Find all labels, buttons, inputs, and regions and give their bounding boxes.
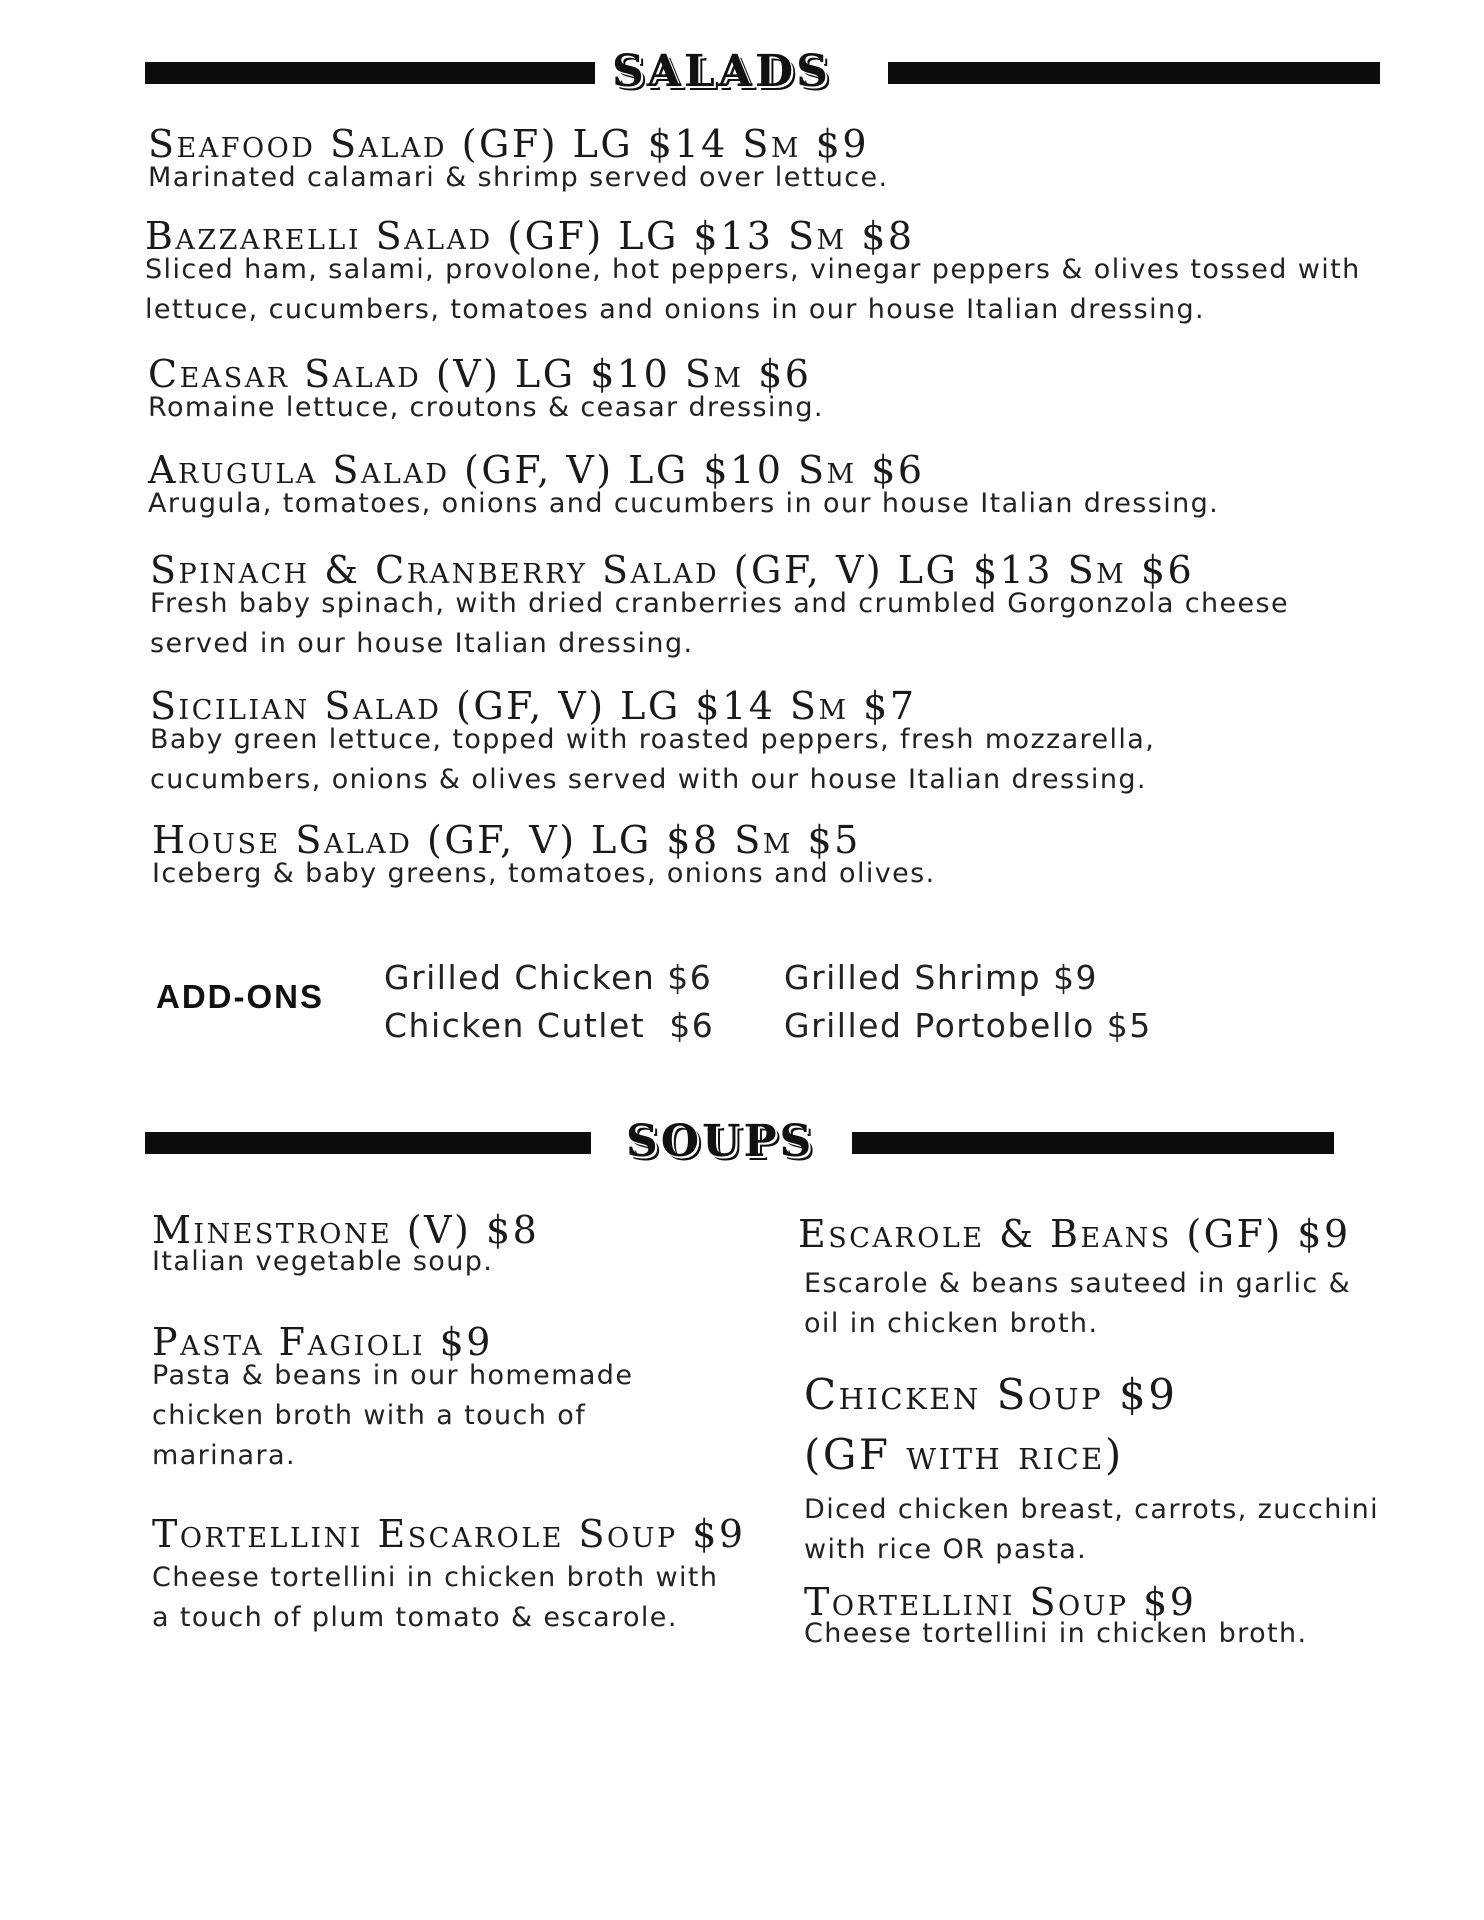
soup-description: Cheese tortellini in chicken broth.	[804, 1618, 1308, 1649]
salad-item-sicilian	[150, 684, 1155, 800]
salad-item-bazzarelli	[145, 214, 1361, 330]
soup-description: Pasta & beans in our homemade chicken broth with a touch of marinara.	[152, 1360, 634, 1471]
soup-name: Chicken Soup $9	[804, 1370, 1178, 1419]
salad-name: Seafood Salad (GF) LG $14 Sm $9	[148, 122, 869, 166]
addon-grilled-shrimp: Grilled Shrimp $9	[784, 958, 1099, 997]
soup-name-note: (GF with rice)	[804, 1430, 1124, 1479]
salad-description: Baby green lettuce, topped with roasted peppers, fresh mozzarella, cucumbers, onions & olives served with our house Italian dressing.	[150, 724, 1156, 795]
soup-name: Tortellini Soup $9	[804, 1580, 1197, 1624]
salad-description: Sliced ham, salami, provolone, hot peppers, vinegar peppers & olives tossed with lettuce, cucumbers, tomatoes and onions in our house Italian dressing.	[145, 254, 1361, 325]
soup-name: Tortellini Escarole Soup $9	[152, 1512, 746, 1556]
salads-heading: SALADS	[612, 46, 831, 97]
soup-description: Italian vegetable soup.	[152, 1246, 494, 1277]
salad-name: Bazzarelli Salad (GF) LG $13 Sm $8	[145, 214, 915, 258]
soup-item-chicken	[804, 1366, 1379, 1570]
soup-item-minestrone	[152, 1208, 539, 1282]
salad-item-seafood	[148, 122, 888, 198]
salad-description: Fresh baby spinach, with dried cranberries and crumbled Gorgonzola cheese served in our house Italian dressing.	[150, 588, 1290, 659]
banner-bar-left	[145, 62, 595, 84]
salad-item-ceasar	[148, 352, 824, 428]
salad-name: House Salad (GF, V) LG $8 Sm $5	[152, 818, 861, 862]
soup-name: Minestrone (V) $8	[152, 1208, 540, 1252]
addon-grilled-chicken: Grilled Chicken $6	[384, 958, 713, 997]
soup-name: Escarole & Beans (GF) $9	[798, 1212, 1351, 1256]
salad-name: Spinach & Cranberry Salad (GF, V) LG $13 Sm $6	[150, 548, 1195, 592]
salad-description: Marinated calamari & shrimp served over lettuce.	[148, 162, 889, 193]
salads-banner	[0, 42, 1484, 102]
banner-bar-left	[145, 1132, 591, 1154]
soups-heading: SOUPS	[626, 1116, 815, 1167]
soup-name: Pasta Fagioli $9	[152, 1320, 493, 1364]
soups-banner	[0, 1112, 1484, 1172]
salad-description: Iceberg & baby greens, tomatoes, onions and olives.	[152, 858, 936, 889]
salad-description: Romaine lettuce, croutons & ceasar dressing.	[148, 392, 824, 423]
salad-item-house	[152, 818, 936, 894]
soup-item-tortellini-escarole	[152, 1512, 746, 1638]
addon-grilled-portobello: Grilled Portobello $5	[784, 1006, 1152, 1045]
soup-description: Diced chicken breast, carrots, zucchini with rice OR pasta.	[804, 1494, 1380, 1565]
soup-item-tortellini	[804, 1580, 1307, 1654]
salad-description: Arugula, tomatoes, onions and cucumbers in our house Italian dressing.	[148, 488, 1220, 519]
soup-description: Cheese tortellini in chicken broth with a touch of plum tomato & escarole.	[152, 1562, 719, 1633]
soup-description: Escarole & beans sauteed in garlic & oil in chicken broth.	[804, 1268, 1352, 1339]
banner-bar-right	[888, 62, 1380, 84]
salad-item-arugula	[148, 448, 1219, 524]
salad-name: Sicilian Salad (GF, V) LG $14 Sm $7	[150, 684, 917, 728]
soup-item-pasta-fagioli	[152, 1320, 633, 1476]
addon-chicken-cutlet: Chicken Cutlet $6	[384, 1006, 715, 1045]
salad-name: Ceasar Salad (V) LG $10 Sm $6	[148, 352, 812, 396]
banner-bar-right	[852, 1132, 1334, 1154]
salad-item-spinach-cranberry	[150, 548, 1289, 664]
addons-label: ADD-ONS	[156, 978, 324, 1015]
salad-name: Arugula Salad (GF, V) LG $10 Sm $6	[148, 448, 925, 492]
soup-item-escarole-beans	[798, 1212, 1351, 1344]
